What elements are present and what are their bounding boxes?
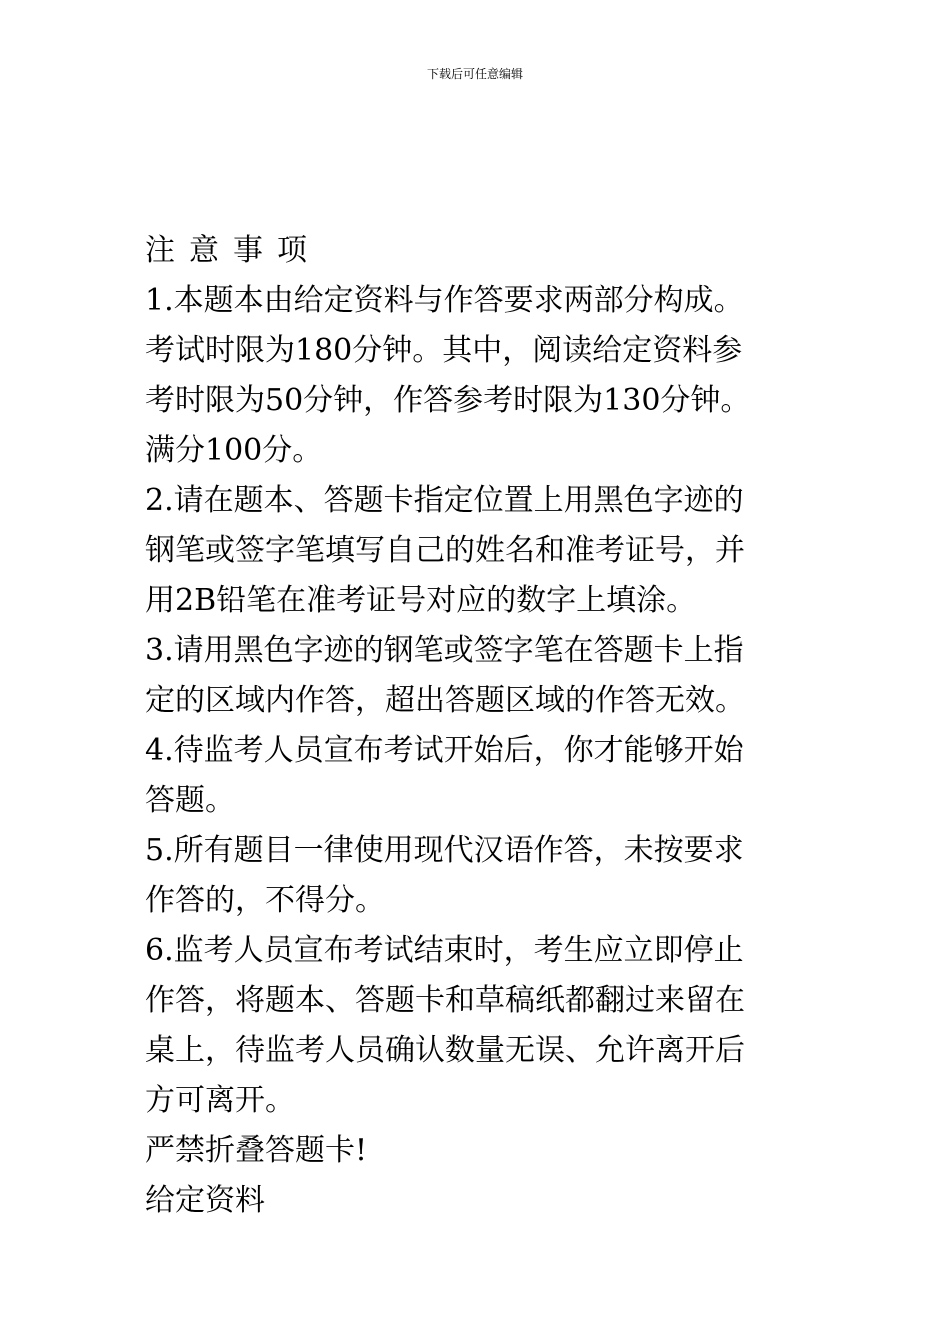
text-line: 作答的，不得分。 xyxy=(145,883,385,918)
page-title: 注意事项 xyxy=(145,233,321,268)
text-line: 6.监考人员宣布考试结束时，考生应立即停止 xyxy=(145,933,744,968)
header-note: 下载后可任意编辑 xyxy=(426,67,523,81)
section-heading: 给定资料 xyxy=(145,1183,265,1218)
text-line: 方可离开。 xyxy=(145,1083,295,1118)
text-line: 桌上，待监考人员确认数量无误、允许离开后 xyxy=(145,1033,745,1068)
text-line: 3.请用黑色字迹的钢笔或签字笔在答题卡上指 xyxy=(145,633,744,668)
text-line: 2.请在题本、答题卡指定位置上用黑色字迹的 xyxy=(145,483,744,518)
text-line: 答题。 xyxy=(145,783,235,818)
text-line: 考时限为50分钟，作答参考时限为130分钟。 xyxy=(145,383,751,418)
text-line: 用2B铅笔在准考证号对应的数字上填涂。 xyxy=(145,583,697,618)
text-line: 1.本题本由给定资料与作答要求两部分构成。 xyxy=(145,283,744,318)
text-line: 作答，将题本、答题卡和草稿纸都翻过来留在 xyxy=(145,983,745,1018)
text-line: 定的区域内作答，超出答题区域的作答无效。 xyxy=(145,683,745,718)
text-line: 5.所有题目一律使用现代汉语作答，未按要求 xyxy=(145,833,744,868)
text-line: 满分100分。 xyxy=(145,433,323,468)
text-line: 4.待监考人员宣布考试开始后，你才能够开始 xyxy=(145,733,744,768)
text-line: 考试时限为180分钟。其中，阅读给定资料参 xyxy=(145,333,743,368)
text-line: 钢笔或签字笔填写自己的姓名和准考证号，并 xyxy=(145,533,745,568)
warning-text: 严禁折叠答题卡! xyxy=(145,1133,368,1168)
document-body xyxy=(145,226,815,1226)
